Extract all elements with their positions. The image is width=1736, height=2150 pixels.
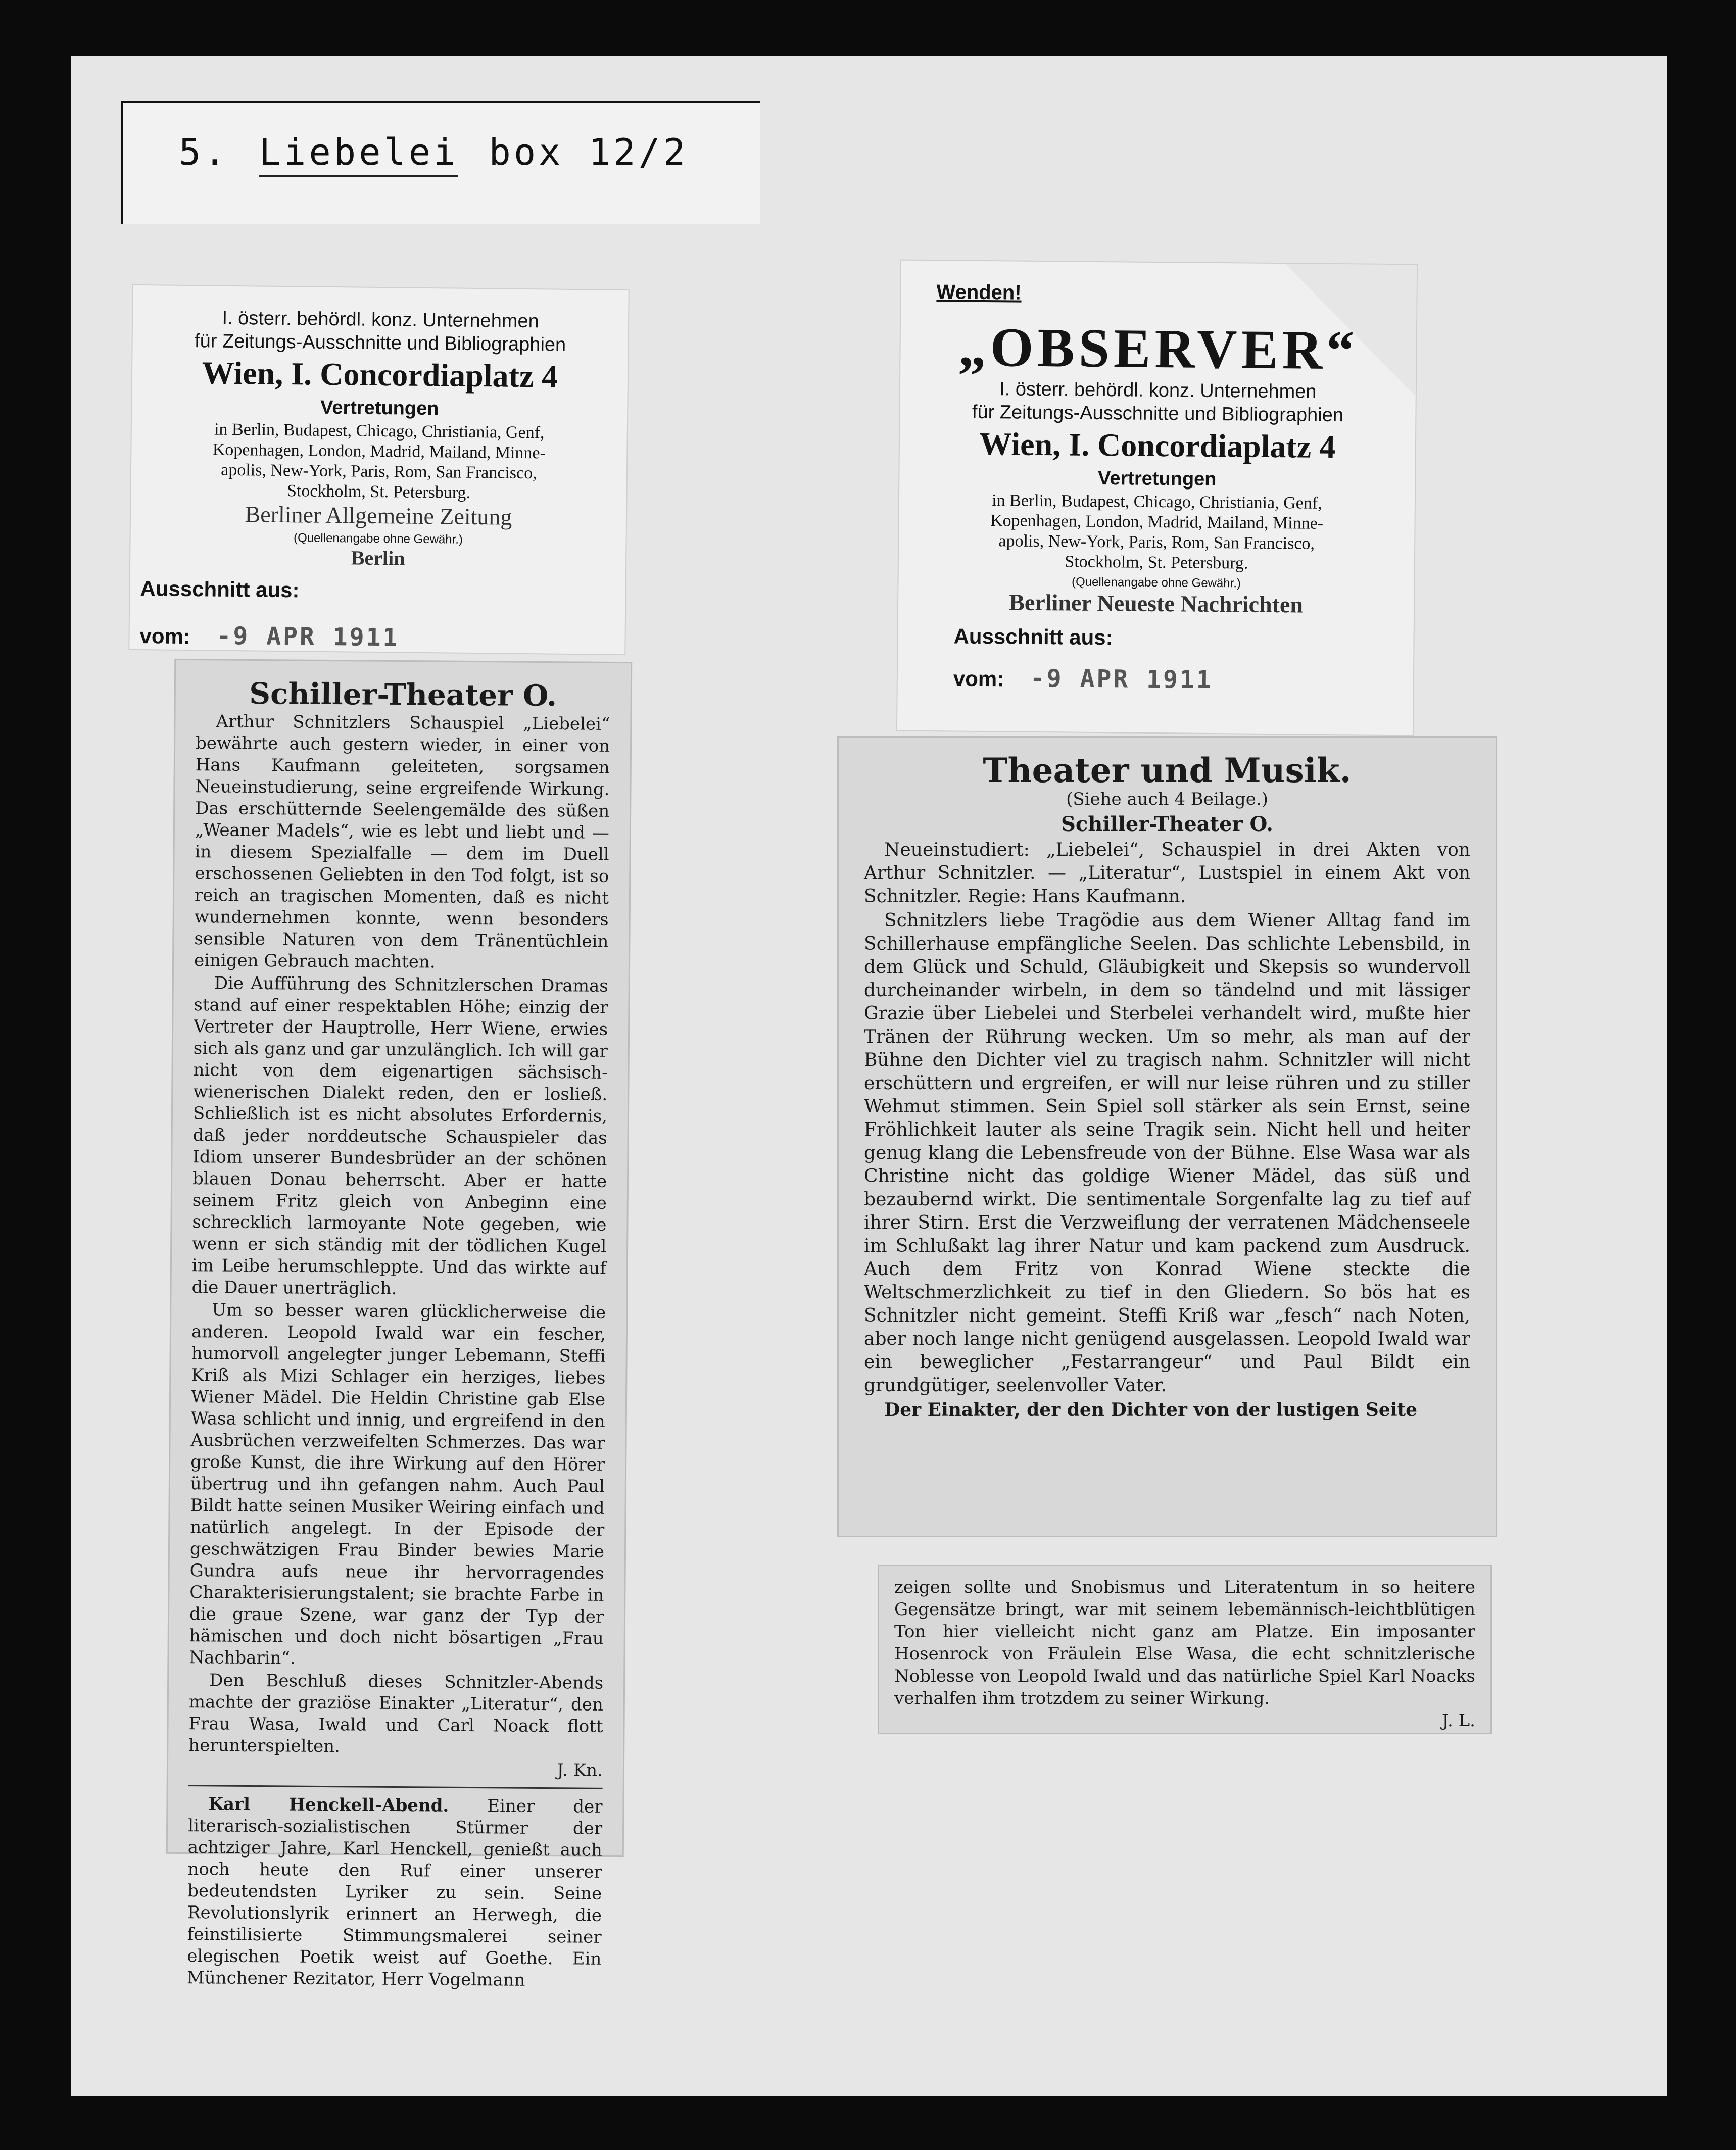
agency-line-1: I. österr. behördl. konz. Unternehmen — [222, 307, 539, 332]
vom-label: vom: — [953, 666, 1004, 691]
agency-address: Wien, I. Concordiaplatz 4 — [202, 355, 558, 395]
article-clipping-left — [168, 660, 631, 1990]
folder-number: 5. — [179, 131, 229, 173]
article-title: Theater und Musik. — [983, 751, 1352, 790]
source-stamp: Berliner Neueste Nachrichten — [1009, 589, 1304, 618]
folded-corner — [1284, 264, 1417, 396]
article-paragraph: Neueinstudiert: „Liebelei“, Schauspiel in drei Akten von Arthur Schnitzler. — „Literatur“, Lustspiel in einem Akt von Schnitzler. Regie: Hans Kaufmann. — [864, 840, 1470, 907]
article-paragraph: Der Einakter, der den Dichter von der lustigen Seite — [884, 1399, 1418, 1421]
article-title: Schiller-Theater O. — [249, 676, 557, 713]
cities-line-1: in Berlin, Budapest, Chicago, Christiania, Genf, — [992, 491, 1322, 513]
article-paragraph: Arthur Schnitzlers Schauspiel „Liebelei“ bewährte auch gestern wieder, in einer von Hans Kaufmann geleiteten, sorgsamen Neueinstudierung, seine ergreifende Wirkung. Das erschütternde Seelengemälde des süßen „Weaner Madels“, wie es lebt und liebt und — in diesem Spezialfalle — dem im Duell erschossenen Geliebten in den Tod folgt, ist so reich an tragischen Momenten, daß es nicht wundernehmen konnte, wenn besonders sensible Naturen von dem Tränentüchlein einigen Gebrauch machten. — [194, 711, 610, 972]
article-paragraph: Den Beschluß dieses Schnitzler-Abends machte der graziöse Einakter „Literatur“, den Frau Wasa, Iwald und Carl Noack flott herunterspielten. — [188, 1670, 604, 1757]
vertretungen-label: Vertretungen — [1097, 467, 1217, 491]
article-paragraph: Um so besser waren glücklicherweise die anderen. Leopold Iwald war ein fescher, humorvoll angelegter junger Lebemann, Steffi Kriß als Mizi Schlager ein herziges, liebes Wiener Mädel. Die Heldin Christine gab Else Wasa schlicht und innig, und ergreifend in den Ausbrüchen verzweifelten Schmerzes. Das war große Kunst, die ihre Wirkung auf den Hörer übertrug und ihn gefangen nahm. Auch Paul Bildt hatte seinen Musiker Weiring einfach und natürlich angelegt. In der Episode der geschwätzigen Frau Binder bewies Marie Gundra aufs neue ihr hervorragendes Charakterisierungstalent; sie brachte Farbe in die graue Szene, war ganz der Typ der hämischen und doch nicht bösartigen „Frau Nachbarin“. — [189, 1300, 606, 1669]
agency-line-1: I. österr. behördl. konz. Unternehmen — [999, 378, 1317, 403]
folder-title: Liebelei — [259, 131, 459, 177]
second-article-title: Karl Henckell-Abend. — [208, 1794, 449, 1816]
agency-line-2: für Zeitungs-Ausschnitte und Bibliographien — [194, 330, 566, 356]
folder-label — [121, 101, 760, 224]
article-continuation — [879, 1566, 1490, 1733]
cities-line-2: Kopenhagen, London, Madrid, Mailand, Minne- — [990, 511, 1324, 533]
ausschnitt-label: Ausschnitt aus: — [140, 576, 300, 602]
article-section: Schiller-Theater O. — [1061, 812, 1273, 836]
divider — [188, 1785, 603, 1789]
vertretungen-label: Vertretungen — [320, 397, 439, 420]
article-subtitle: (Siehe auch 4 Beilage.) — [1066, 789, 1268, 809]
vom-label: vom: — [139, 624, 191, 649]
folder-label-text — [179, 131, 718, 173]
article-signature: J. Kn. — [557, 1760, 603, 1781]
source-stamp: Berliner Allgemeine Zeitung — [245, 501, 512, 530]
date-stamp: -9 APR 1911 — [1030, 664, 1214, 694]
article-clipping-right — [839, 738, 1496, 1536]
agency-line-2: für Zeitungs-Ausschnitte und Bibliographien — [972, 401, 1344, 426]
continuation-text: zeigen sollte und Snobismus und Literatentum in so heitere Gegensätze bringt, war mit seinem lebemännisch-leichtblütigen Ton hier vielleicht nicht ganz am Platze. Ein imposanter Hosenrock von Fräulein Else Wasa, die echt schnitzlerische Noblesse von Leopold Iwald und das natürliche Spiel Karl Noacks verhalfen ihm trotzdem zu seiner Wirkung. — [894, 1577, 1475, 1708]
box-number: box 12/2 — [489, 131, 689, 173]
cities-line-4: Stockholm, St. Petersburg. — [1065, 552, 1248, 573]
agency-address: Wien, I. Concordiaplatz 4 — [979, 425, 1336, 465]
second-article-text: Einer der literarisch-sozialistischen Stürmer der achtziger Jahre, Karl Henckell, genießt auch noch heute den Ruf einer unserer bedeutendsten Lyriker zu sein. Seine Revolutionslyrik erinnert an Herwegh, die feinstilisierte Stimmungsmalerei seiner elegischen Poetik weist auf Goethe. Ein Münchener Rezitator, Herr Vogelmann — [186, 1796, 603, 1990]
observer-brand: „OBSERVER“ — [958, 316, 1359, 381]
wenden-label: Wenden! — [936, 281, 1022, 304]
cities-line-3: apolis, New-York, Paris, Rom, San Francisco, — [998, 531, 1315, 553]
city-stamp: Berlin — [351, 546, 405, 570]
cities-line-3: apolis, New-York, Paris, Rom, San Francisco, — [221, 460, 537, 483]
clipping-stub-right — [897, 261, 1417, 735]
article-paragraph: Die Aufführung des Schnitzlerschen Dramas stand auf einer respektablen Höhe; einzig der Vertreter der Hauptrolle, Herr Wiene, erwies sich als ganz und gar unzulänglich. Ich will gar nicht von dem eigenartigen sächsisch-wienerischen Dialekt reden, den er losließ. Schließlich ist es nicht absolutes Erfordernis, daß jeder norddeutsche Schauspieler das Idiom unserer Bundesbrüder an der schönen blauen Donau beherrscht. Aber er hatte seinem Fritz gleich von Anbeginn eine schrecklich larmoyante Note gegeben, wie wenn er sich ständig mit der tödlichen Kugel im Leibe herumschleppte. Und das wirkte auf die Dauer unerträglich. — [191, 973, 608, 1299]
cities-line-1: in Berlin, Budapest, Chicago, Christiania, Genf, — [214, 420, 545, 443]
archive-page — [71, 56, 1667, 2096]
source-note: (Quellenangabe ohne Gewähr.) — [293, 531, 463, 547]
continuation-signature: J. L. — [1442, 1711, 1475, 1731]
cities-line-2: Kopenhagen, London, Madrid, Mailand, Minne- — [212, 440, 546, 463]
ausschnitt-label: Ausschnitt aus: — [953, 624, 1113, 650]
source-note: (Quellenangabe ohne Gewähr.) — [1071, 575, 1241, 591]
date-stamp: -9 APR 1911 — [216, 621, 400, 652]
cities-line-4: Stockholm, St. Petersburg. — [286, 481, 471, 502]
clipping-stub-left — [129, 285, 628, 654]
article-paragraph: Schnitzlers liebe Tragödie aus dem Wiener Alltag fand im Schillerhause empfängliche Seelen. Das schlichte Lebensbild, in dem Glück und Schuld, Gläubigkeit und Skepsis so wundervoll durcheinander wirbeln, in dem so tändelnd und mit lässiger Grazie über Liebelei und Sterbelei verhandelt wird, mußte hier Tränen der Rührung wecken. Um so mehr, als man auf der Bühne den Dichter viel zu tragisch nahm. Schnitzler will nicht erschüttern und ergreifen, er will nur leise rühren und zu stiller Wehmut stimmen. Sein Spiel soll stärker als sein Ernst, seine Fröhlichkeit lauter als seine Tragik sein. Nicht hell und heiter genug klang die Lebensfreude von der Bühne. Else Wasa war als Christine nicht das goldige Wiener Mädel, das süß und bezaubernd wirkt. Die sentimentale Sorgenfalte lag zu tief auf ihrer Stirn. Erst die Verzweiflung der verratenen Mädchenseele im Schlußakt lag ihrer Natur und kam packend zum Ausdruck. Auch dem Fritz von Konrad Wiene steckte die Weltschmerzlichkeit zu tief in den Gliedern. So bös hat es Schnitzler nicht gemeint. Steffi Kriß war „fesch“ nach Noten, aber noch lange nicht genügend ausgelassen. Leopold Iwald war ein beweglicher „Festarrangeur“ und Paul Bildt ein grundgütiger, seelenvoller Vater. — [864, 910, 1470, 1396]
